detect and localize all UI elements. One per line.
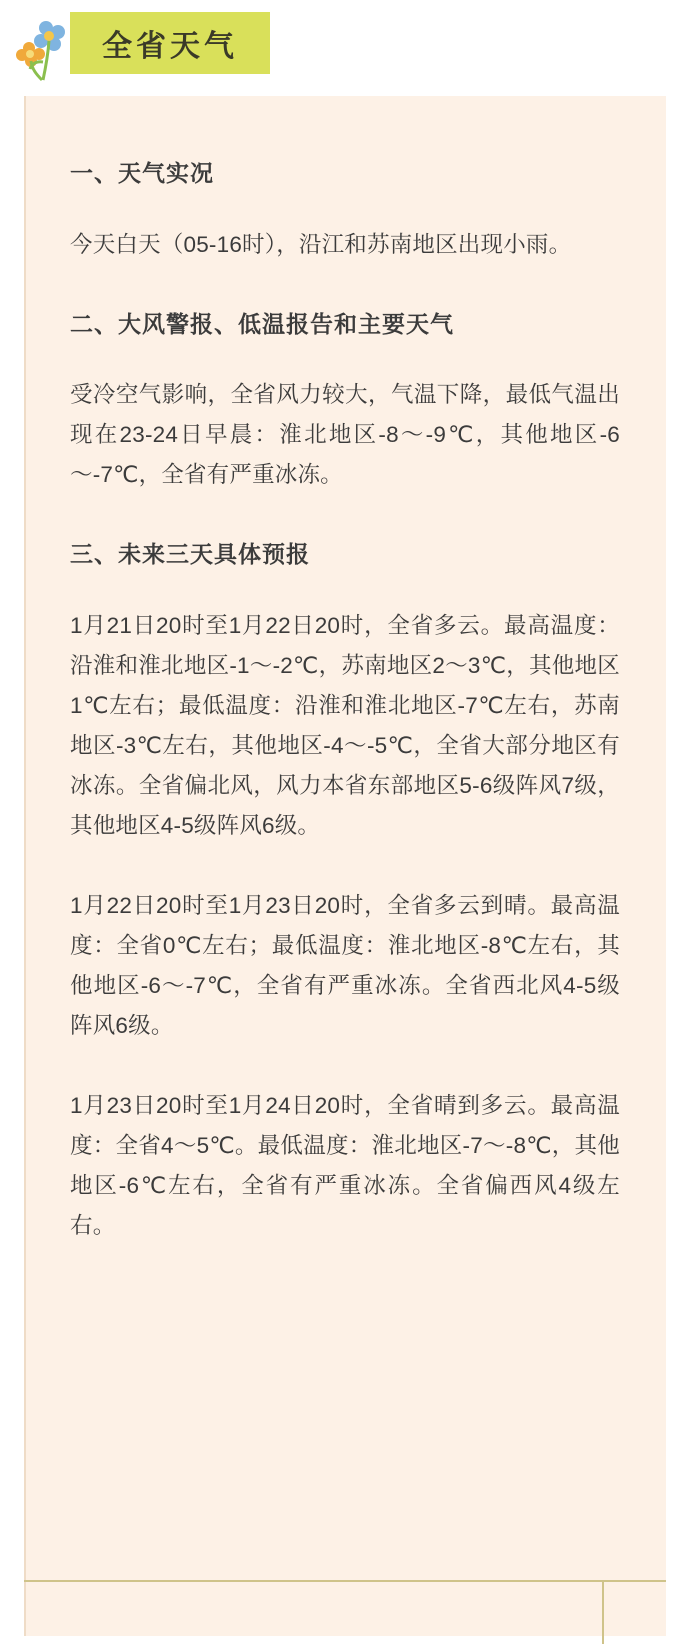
section-title-weather-observation: 一、天气实况 <box>70 160 214 186</box>
header-tag-label: 全省天气 <box>102 30 238 63</box>
footer-decoration <box>0 1544 690 1644</box>
section-body-weather-observation: 今天白天（05-16时），沿江和苏南地区出现小雨。 <box>70 231 572 257</box>
flower-icon <box>16 14 72 84</box>
section-body-wind-warning: 受冷空气影响，全省风力较大，气温下降，最低气温出现在23-24日早晨：淮北地区-8～-9℃，其他地区-6～-7℃，全省有严重冰冻。 <box>70 382 620 488</box>
header-tag <box>70 12 270 74</box>
page-header <box>0 0 690 96</box>
section-title-wind-warning: 二、大风警报、低温报告和主要天气 <box>70 310 454 337</box>
footer-vertical-rule <box>602 1582 604 1644</box>
footer-horizontal-rule <box>24 1580 666 1582</box>
forecast-paragraph-day3: 1月23日20时至1月24日20时，全省晴到多云。最高温度：全省4～5℃。最低温度：淮北地区-7～-8℃，其他地区-6℃左右，全省有严重冰冻。全省偏西风4级左右。 <box>70 1093 620 1239</box>
left-divider <box>24 96 26 1636</box>
forecast-paragraph-day2: 1月22日20时至1月23日20时，全省多云到晴。最高温度：全省0℃左右；最低温度：淮北地区-8℃左右，其他地区-6～-7℃，全省有严重冰冻。全省西北风4-5级阵风6级。 <box>70 892 620 1039</box>
forecast-paragraph-day1: 1月21日20时至1月22日20时，全省多云。最高温度：沿淮和淮北地区-1～-2℃，苏南地区2～3℃，其他地区1℃左右；最低温度：沿淮和淮北地区-7℃左右，苏南地区-3℃左右，其他地区-4～-5℃，全省大部分地区有冰冻。全省偏北风，风力本省东部地区5-6级阵风7级，其他地区4-5级阵风6级。 <box>70 612 620 838</box>
section-title-three-day-forecast: 三、未来三天具体预报 <box>70 541 310 568</box>
bulletin-card <box>24 96 666 1636</box>
